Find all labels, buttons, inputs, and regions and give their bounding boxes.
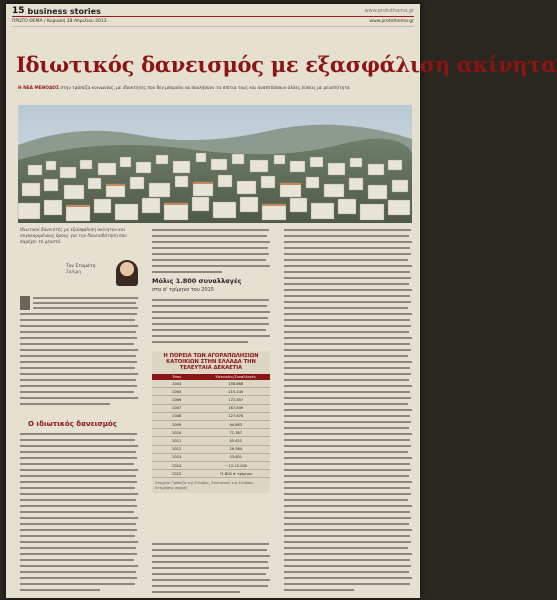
- table-cell-year: 2010: [152, 429, 202, 437]
- table-cell-value: 172.857: [202, 396, 270, 404]
- page-header: [12, 6, 414, 16]
- table-cell-value: 167.849: [202, 404, 270, 412]
- table-row: [152, 461, 270, 469]
- photo-caption: Ιδιωτικοί δανειστές με εξασφάλιση ακίνητου και συγκεκριμένους όρους για την δανειοδότηση που παρέχει το ρευστό.: [20, 228, 127, 245]
- body-column-2-bottom: [152, 542, 270, 596]
- edition-site: www.protothema.gr: [369, 19, 414, 24]
- table-cell-value: 94.863: [202, 421, 270, 429]
- article-headline: Ιδιωτικός δανεισμός με εξασφάλιση ακίνητα: [16, 52, 557, 77]
- table-cell-year: 2013: [152, 453, 202, 461]
- table-cell-value: 29.384: [202, 445, 270, 453]
- pullout-title: Μόλις 1.800 συναλλαγές: [152, 277, 242, 285]
- table-row: [152, 437, 270, 445]
- table-cell-year: 2011: [152, 437, 202, 445]
- table-cell-year: 2004: [152, 380, 202, 388]
- table-cell-value: 23.801: [202, 453, 270, 461]
- table-cell-year: 2007: [152, 404, 202, 412]
- table-cell-year: 2006: [152, 396, 202, 404]
- newspaper-page: [6, 4, 557, 598]
- table-cell-year: 2009: [152, 421, 202, 429]
- table-cell-value: 45.621: [202, 437, 270, 445]
- body-column-2-top: [152, 228, 270, 274]
- table-cell-year: 2015: [152, 470, 202, 478]
- table-cell-value: 215.140: [202, 388, 270, 396]
- lede-lead-in: Η ΝΕΑ ΜΕΘΟΔΟΣ: [18, 86, 59, 91]
- body-column-2-mid: [152, 298, 270, 346]
- author-avatar: [116, 260, 138, 286]
- table-row: [152, 396, 270, 404]
- article-lede: [18, 86, 412, 92]
- lede-text: στην τράπεζα κοινωνίας, με ιδιοκτήτες που δεν μπορούν να πουλήσουν τα σπίτια τους και αναπτύσσουν άλλες λύσεις με ρευστότητα: [60, 86, 350, 91]
- edition-rule: [12, 26, 414, 27]
- section-title: business stories: [27, 6, 101, 16]
- table-cell-value: ~ 12-15.000: [202, 461, 270, 469]
- header-rule: [12, 16, 414, 17]
- body-text-lines: [152, 228, 270, 274]
- table-cell-year: 2008: [152, 412, 202, 420]
- table-row: [152, 404, 270, 412]
- table-cell-value: 127.878: [202, 412, 270, 420]
- header-site: www.protothema.gr: [364, 8, 414, 14]
- table-row: [152, 421, 270, 429]
- table-cell-value: 71.387: [202, 429, 270, 437]
- body-column-3: [284, 228, 412, 596]
- body-column-1-bottom: [20, 432, 138, 596]
- body-text-lines: [20, 296, 138, 416]
- page-number: 15: [12, 6, 25, 16]
- table-row: [152, 412, 270, 420]
- table-cell-value: 158.866: [202, 380, 270, 388]
- table-cell-year: 2005: [152, 388, 202, 396]
- byline-name: Του Σταμάτη: [66, 264, 96, 269]
- table-source-label: Στοιχεία:: [155, 481, 171, 486]
- pullout-subtitle: στο α' τρίμηνο του 2015: [152, 287, 215, 293]
- byline: [20, 256, 140, 290]
- table-cell-year: 2014: [152, 461, 202, 469]
- table-title: Η ΠΟΡΕΙΑ ΤΩΝ ΑΓΟΡΑΠΩΛΗΣΙΩΝ ΚΑΤΟΙΚΙΩΝ ΣΤΗΝ ΕΛΛΑΔΑ ΤΗΝ ΤΕΛΕΥΤΑΙΑ ΔΕΚΑΕΤΙΑ: [163, 353, 259, 372]
- table-row: [152, 453, 270, 461]
- table-row: [152, 429, 270, 437]
- body-text-lines: [284, 228, 412, 596]
- table-source: [152, 478, 270, 493]
- table-cell-value: *1.800 α' τρίμηνο: [202, 470, 270, 478]
- table-row: [152, 388, 270, 396]
- city-photo-image: [18, 105, 412, 223]
- edition-date: ΠΡΩΤΟ ΘΕΜΑ / Κυριακή 28 Απριλίου 2013: [12, 19, 107, 24]
- table-row: [152, 380, 270, 388]
- table-cell-year: 2012: [152, 445, 202, 453]
- sales-table: [152, 374, 270, 479]
- table-source-text: Τράπεζα της Ελλάδος, Στατιστική της Ελλάδος, Εκτιμήσεις αγοράς: [155, 481, 255, 490]
- body-text-lines: [20, 432, 138, 596]
- sales-table-box: [152, 351, 270, 493]
- edition-line: [12, 19, 414, 24]
- byline-role: Σαλίρη: [66, 270, 81, 275]
- body-column-1-top: [20, 296, 138, 416]
- table-header-value: Κατοικίες/Συναλλαγές: [202, 374, 270, 381]
- section-subhead: Ο ιδιωτικός δανεισμός: [28, 420, 117, 428]
- table-header-year: Έτος: [152, 374, 202, 381]
- city-photo: [18, 105, 412, 223]
- table-row: [152, 445, 270, 453]
- table-row: [152, 470, 270, 478]
- body-text-lines: [152, 298, 270, 346]
- body-text-lines: [152, 542, 270, 596]
